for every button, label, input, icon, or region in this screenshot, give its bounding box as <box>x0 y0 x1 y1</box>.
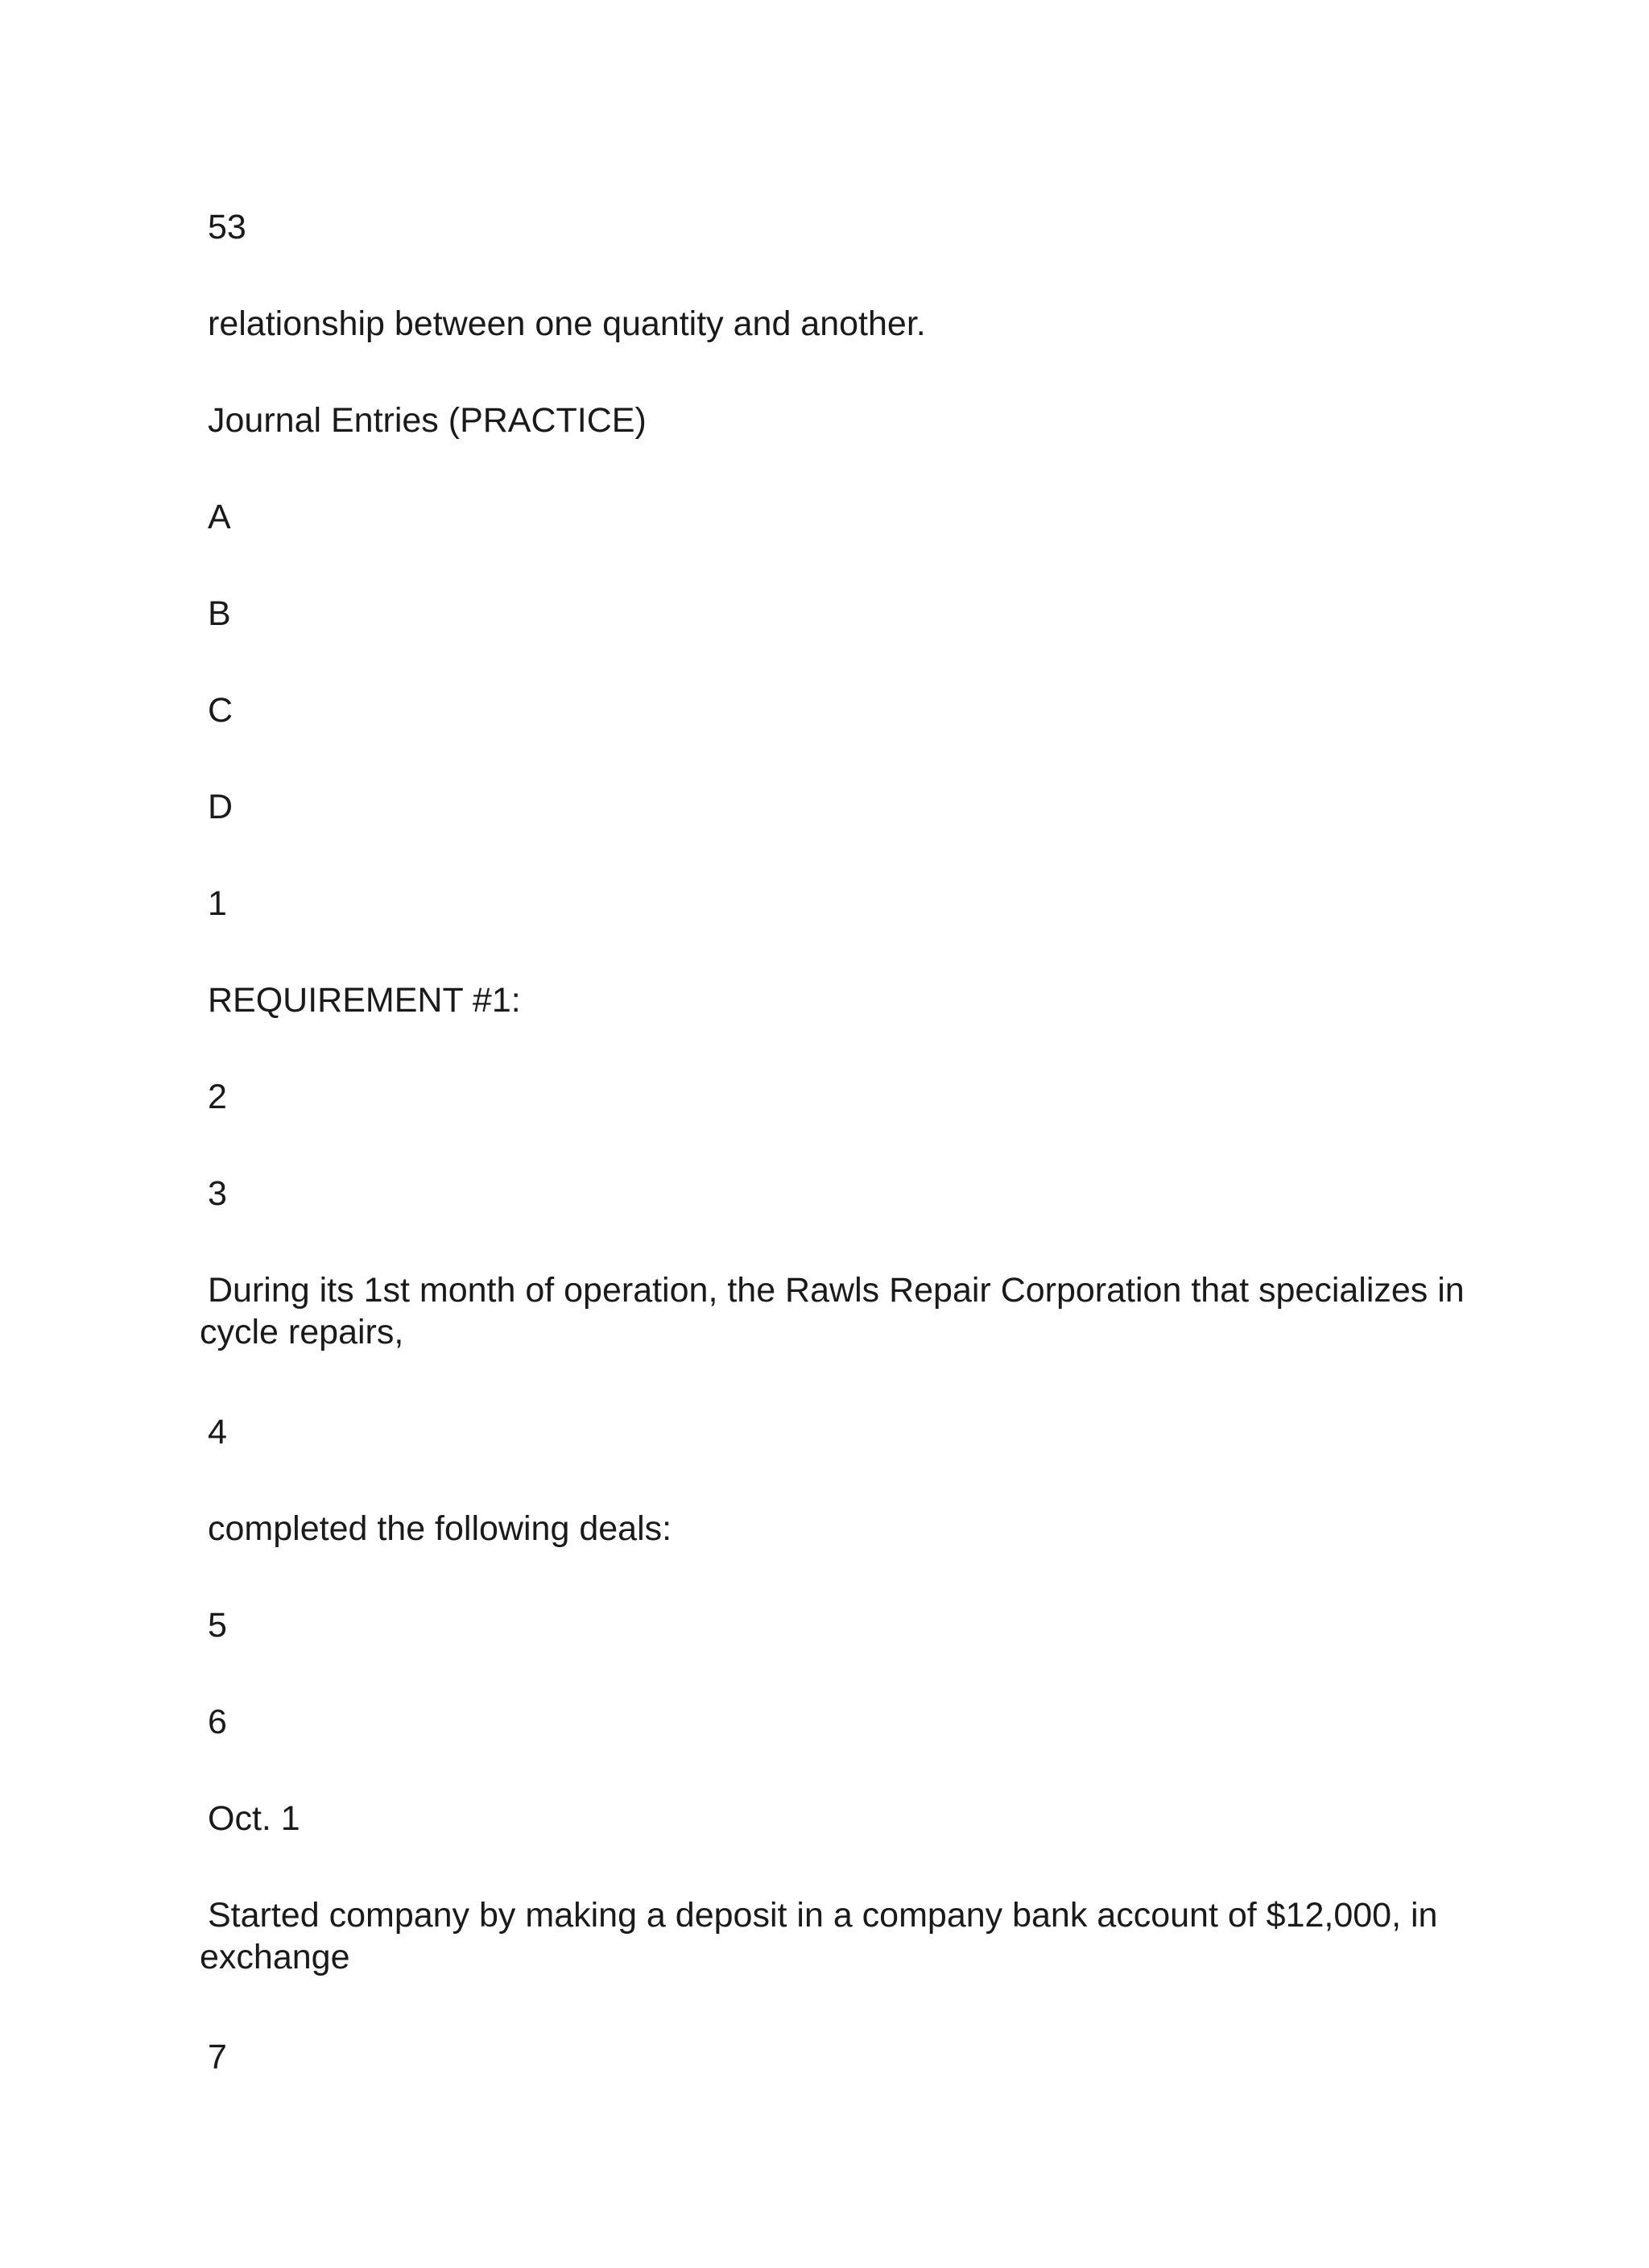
text-line: During its 1st month of operation, the Rawls Repair Corporation that specializes in cycle repairs, <box>200 1271 1474 1351</box>
column-label-d: D <box>208 788 234 826</box>
text-line: relationship between one quantity and another. <box>208 304 926 343</box>
row-number: 4 <box>208 1413 227 1451</box>
row-number: 7 <box>208 2038 227 2076</box>
row-number: 2 <box>208 1078 227 1116</box>
date-label: Oct. 1 <box>208 1799 300 1838</box>
section-heading: Journal Entries (PRACTICE) <box>208 401 647 440</box>
requirement-heading: REQUIREMENT #1: <box>208 981 521 1020</box>
column-label-a: A <box>208 498 231 536</box>
column-label-c: C <box>208 691 234 730</box>
row-number: 3 <box>208 1174 227 1213</box>
row-number: 6 <box>208 1703 227 1741</box>
text-line: completed the following deals: <box>208 1509 672 1548</box>
column-label-b: B <box>208 594 231 633</box>
page-number: 53 <box>208 208 246 246</box>
row-number: 5 <box>208 1606 227 1645</box>
row-number: 1 <box>208 884 227 923</box>
text-line: Started company by making a deposit in a company bank account of $12,000, in exchange <box>200 1896 1448 1976</box>
